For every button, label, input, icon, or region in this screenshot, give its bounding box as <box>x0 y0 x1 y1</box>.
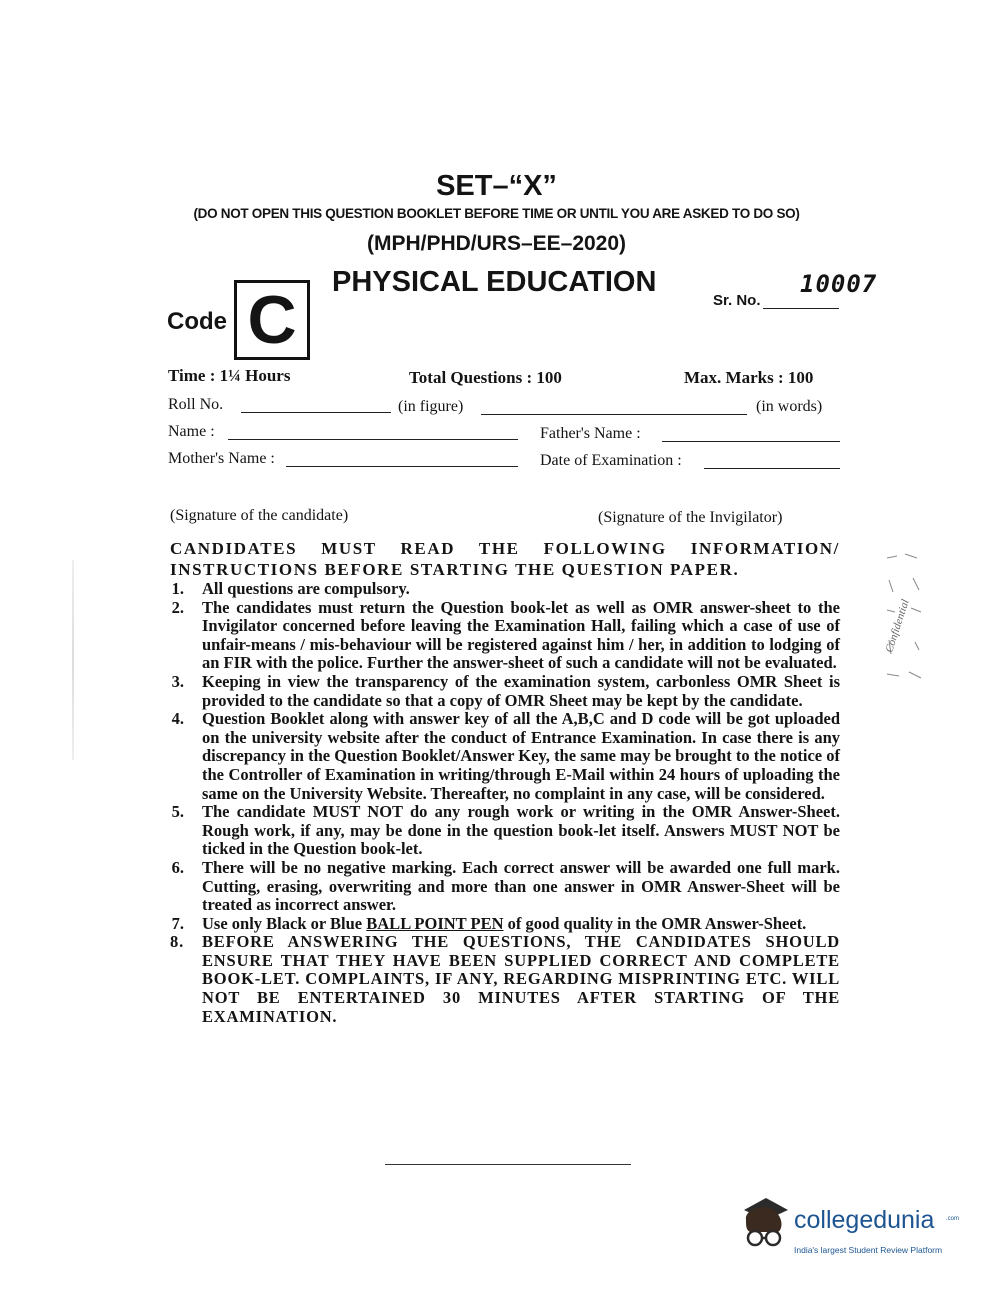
instruction-item: 7. Use only Black or Blue BALL POINT PEN of good quality in the OMR Answer-Sheet. <box>171 913 807 933</box>
roll-words-line <box>481 414 747 415</box>
instructions-heading: CANDIDATES MUST READ THE FOLLOWING INFORMATION/ INSTRUCTIONS BEFORE STARTING THE QUESTION PAPER. <box>170 539 840 579</box>
candidate-signature-label: (Signature of the candidate) <box>170 507 349 524</box>
in-words-label: (in words) <box>756 398 823 415</box>
instruction-item: 8. BEFORE ANSWERING THE QUESTIONS, THE CANDIDATES SHOULD ENSURE THAT THEY HAVE BEEN SUPPLIED CORRECT AND COMPLETE BOOK-LET. COMPLAINTS, IF ANY, REGARDING MISPRINTING ETC. WILL NOT BE ENTERTAINED 30 MINUTES AFTER STARTING OF THE EXAMINATION. <box>170 932 840 1026</box>
instruction-item: 1. All questions are compulsory. <box>171 579 410 598</box>
logo-tld: .com <box>946 1216 960 1222</box>
name-line <box>228 439 518 440</box>
set-title: SET–“X” <box>436 170 557 202</box>
time-info: Time : 1¼ Hours <box>168 366 291 385</box>
invigilator-signature-label: (Signature of the Invigilator) <box>598 509 783 526</box>
mothers-name-label: Mother's Name : <box>168 450 275 467</box>
scan-artifact <box>72 560 74 760</box>
name-label: Name : <box>168 423 215 440</box>
fathers-name-line <box>662 441 840 442</box>
instruction-item: 2. The candidates must return the Question book-let as well as OMR answer-sheet to the Invigilator concerned before leaving the Examination Hall, failing which a case of use of unfair-means / mis-behaviour will be registered against him / her, in addition to lodging of an FIR with the police. Further the answer-sheet of such a candidate will not be evaluated. <box>171 597 840 673</box>
code-box: C <box>234 280 310 360</box>
sr-no-underline <box>763 308 839 309</box>
roll-no-line <box>241 412 391 413</box>
instructions-list <box>164 580 840 1026</box>
in-figure-label: (in figure) <box>398 398 464 415</box>
instruction-item: 4. Question Booklet along with answer key of all the A,B,C and D code will be got uploaded on the university website after the conduct of Entrance Examination. In case there is any discrepancy in the Question Booklet/Answer Key, the same may be brought to the notice of the Controller of Examination in writing/through E-Mail within 24 hours of uploading the same on the University Website. Thereafter, no complaint in any case, will be considered. <box>171 709 840 803</box>
max-marks-info: Max. Marks : 100 <box>684 368 814 387</box>
ball-point-pen-underlined: BALL POINT PEN <box>366 913 504 933</box>
logo-tagline: India's largest Student Review Platform <box>794 1245 943 1255</box>
instruction-item: 5. The candidate MUST NOT do any rough work or writing in the OMR Answer-Sheet. Rough work, if any, may be done in the question book-let itself. Answers MUST NOT be ticked in the Question book-let. <box>171 802 840 859</box>
sr-no-label: Sr. No. <box>713 292 761 309</box>
instruction-item: 3. Keeping in view the transparency of the examination system, carbonless OMR Sheet is provided to the candidate so that a copy of OMR Sheet may be kept by the candidate. <box>171 671 840 710</box>
mothers-name-line <box>286 466 518 467</box>
stamp-text: Confidential <box>883 597 912 655</box>
fathers-name-label: Father's Name : <box>540 425 641 442</box>
instruction-item: 6. There will be no negative marking. Each correct answer will be awarded one full mark. Cutting, erasing, overwriting and more than one answer in OMR Answer-Sheet will be treated as incorrect answer. <box>171 857 840 915</box>
collegedunia-logo-icon <box>738 1196 792 1252</box>
exam-code: (MPH/PHD/URS–EE–2020) <box>366 232 627 255</box>
logo-brand-text: collegedunia <box>794 1206 935 1234</box>
sr-no-value: 10007 <box>800 270 878 298</box>
date-of-exam-line <box>704 468 840 469</box>
subject-title: PHYSICAL EDUCATION <box>332 266 657 298</box>
date-of-exam-label: Date of Examination : <box>540 452 682 469</box>
total-questions-info: Total Questions : 100 <box>409 368 562 387</box>
bottom-rule <box>385 1164 631 1165</box>
code-label: Code <box>167 308 227 335</box>
warning-text: (DO NOT OPEN THIS QUESTION BOOKLET BEFORE TIME OR UNTIL YOU ARE ASKED TO DO SO) <box>193 206 800 221</box>
roll-no-label: Roll No. <box>168 396 224 413</box>
